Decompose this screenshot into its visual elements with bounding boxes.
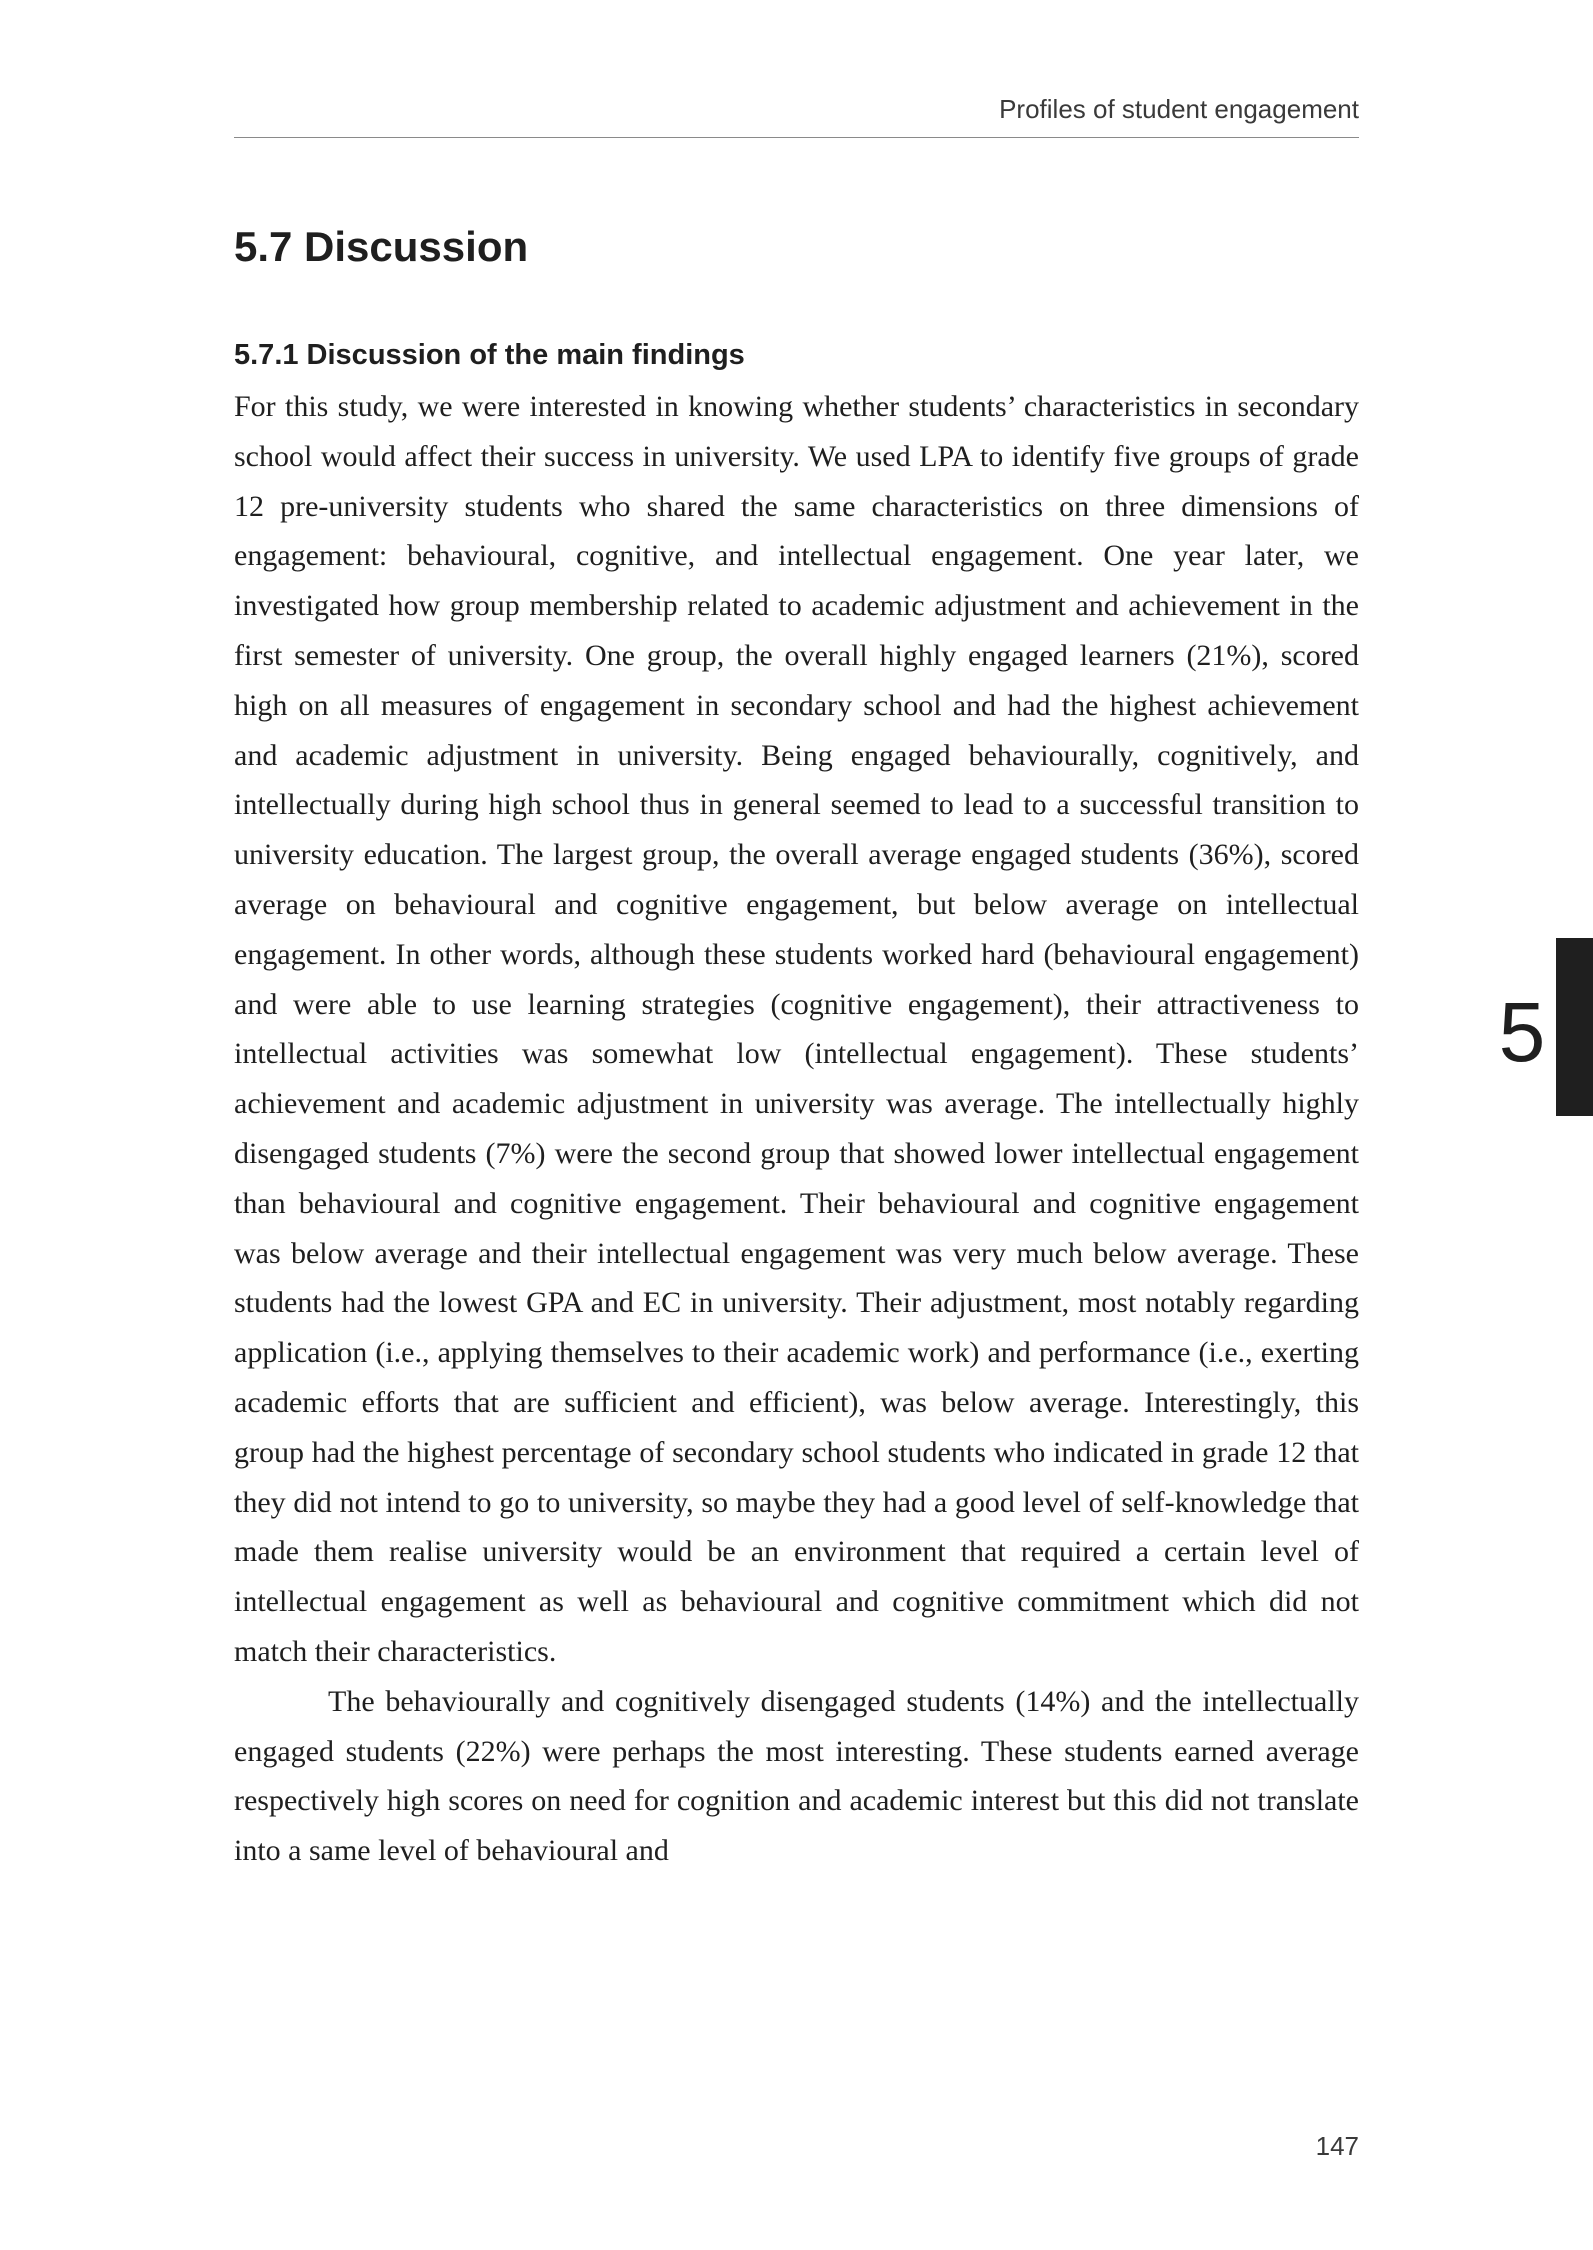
chapter-tab-number: 5 <box>1498 985 1546 1079</box>
section-title: 5.7 Discussion <box>234 223 529 270</box>
body-text <box>234 382 1359 1876</box>
header-rule <box>234 137 1359 138</box>
subsection-title: 5.7.1 Discussion of the main findings <box>234 339 745 371</box>
chapter-thumb-tab <box>1556 938 1593 1116</box>
page-number: 147 <box>1315 2131 1359 2161</box>
paragraph: For this study, we were interested in knowing whether students’ characteristics in secondary school would affect their success in university. We used LPA to identify five groups of grade 12 pre-university students who shared the same characteristics on three dimensions of engagement: behavioural, cognitive, and intellectual engagement. One year later, we investigated how group membership related to academic adjustment and achievement in the first semester of university. One group, the overall highly engaged learners (21%), scored high on all measures of engagement in secondary school and had the highest achievement and academic adjustment in university. Being engaged behaviourally, cognitively, and intellectually during high school thus in general seemed to lead to a successful transition to university education. The largest group, the overall average engaged students (36%), scored average on behavioural and cognitive engagement, but below average on intellectual engagement. In other words, although these students worked hard (behavioural engagement) and were able to use learning strategies (cognitive engagement), their attractiveness to intellectual activities was somewhat low (intellectual engagement). These students’ achievement and academic adjustment in university was average. The intellectually highly disengaged students (7%) were the second group that showed lower intellectual engagement than behavioural and cognitive engagement. Their behavioural and cognitive engagement was below average and their intellectual engagement was very much below average. These students had the lowest GPA and EC in university. Their adjustment, most notably regarding application (i.e., applying themselves to their academic work) and performance (i.e., exerting academic efforts that are sufficient and efficient), was below average. Interestingly, this group had the highest percentage of secondary school students who indicated in grade 12 that they did not intend to go to university, so maybe they had a good level of self-knowledge that made them realise university would be an environment that required a certain level of intellectual engagement as well as behavioural and cognitive commitment which did not match their characteristics. <box>234 390 1359 1668</box>
paragraph: The behaviourally and cognitively disengaged students (14%) and the intellectually engaged students (22%) were perhaps the most interesting. These students earned average respectively high scores on need for cognition and academic interest but this did not translate into a same level of behavioural and <box>234 1684 1359 1868</box>
running-header: Profiles of student engagement <box>999 94 1359 124</box>
